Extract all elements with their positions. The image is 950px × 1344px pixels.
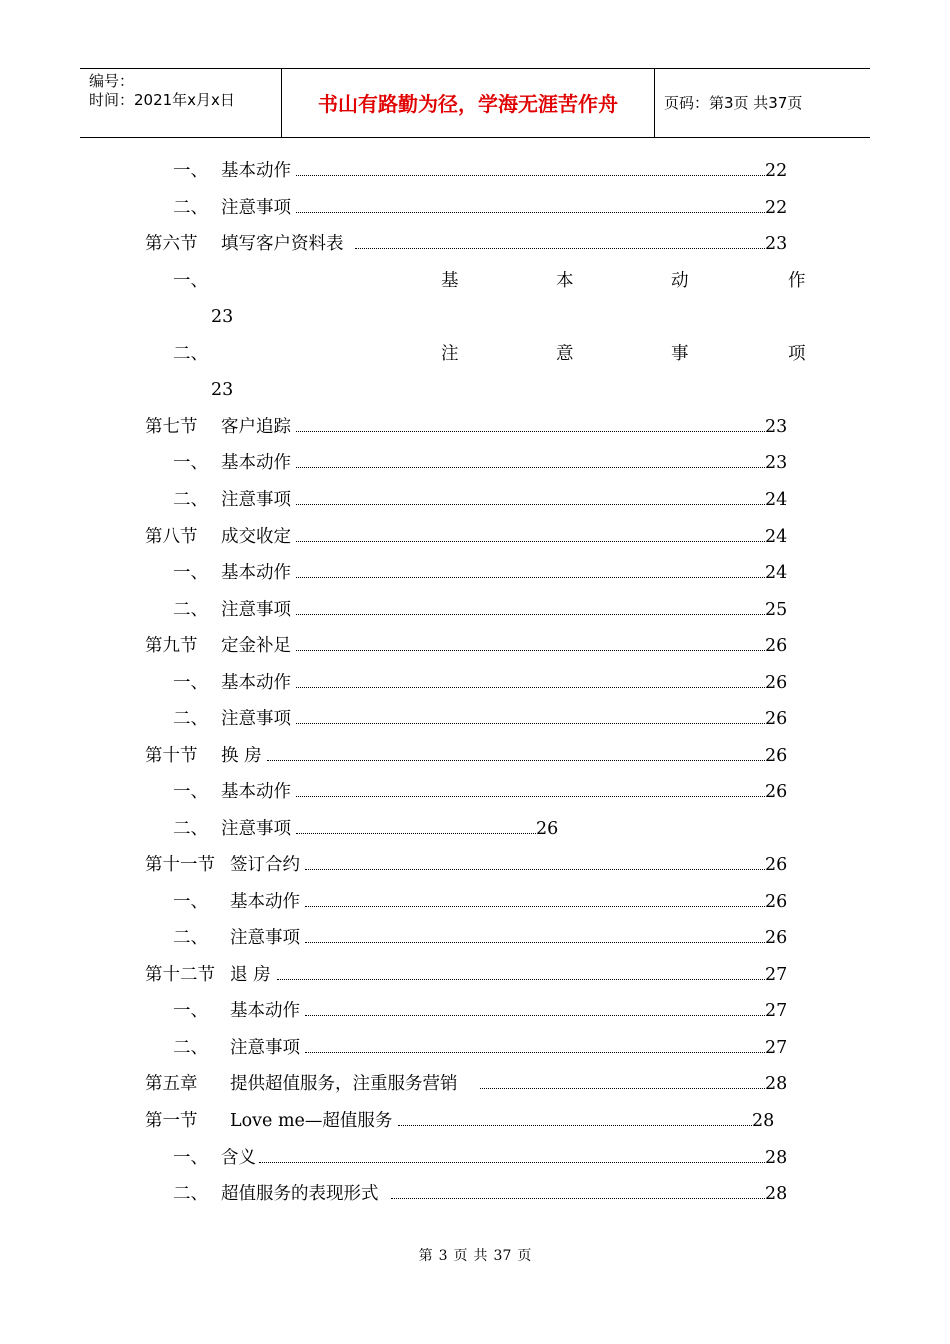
toc-entry[interactable] [173, 1036, 793, 1060]
toc-entry-number: 一、 [173, 271, 208, 291]
toc-entry-title: 换 房 [221, 746, 262, 766]
footer-page-number: 3 [438, 1248, 448, 1264]
toc-entry[interactable] [173, 780, 793, 804]
toc-dot-leader [296, 541, 765, 542]
toc-entry-page: 23 [765, 417, 788, 437]
toc-entry-number: 二、 [173, 709, 208, 729]
toc-dot-leader [305, 906, 765, 907]
toc-entry-justified[interactable] [173, 342, 813, 366]
toc-entry-title-char: 作 [788, 271, 806, 291]
toc-dot-leader [267, 760, 765, 761]
toc-entry-page: 24 [765, 527, 788, 547]
toc-entry-page: 26 [536, 819, 559, 839]
toc-entry-title: Love me—超值服务 [230, 1111, 393, 1131]
toc-entry-title: 含义 [221, 1148, 256, 1168]
toc-entry[interactable] [173, 159, 793, 183]
toc-entry[interactable] [145, 963, 795, 987]
toc-entry-title-char: 项 [788, 344, 806, 364]
toc-entry-title: 注意事项 [221, 709, 291, 729]
toc-entry[interactable] [173, 196, 793, 220]
toc-entry-page: 22 [765, 198, 788, 218]
toc-entry-title: 基本动作 [221, 673, 291, 693]
toc-entry-title: 填写客户资料表 [221, 234, 344, 254]
toc-entry-title: 注意事项 [221, 490, 291, 510]
toc-entry-number: 一、 [173, 563, 208, 583]
toc-dot-leader [296, 212, 765, 213]
toc-entry-number: 一、 [173, 673, 208, 693]
toc-dot-leader [296, 687, 765, 688]
toc-entry-page: 23 [211, 307, 234, 327]
toc-entry-page: 26 [765, 928, 788, 948]
toc-entry-page: 23 [765, 234, 788, 254]
toc-entry[interactable] [173, 817, 593, 841]
toc-entry-number: 一、 [173, 453, 208, 473]
footer-prefix: 第 [418, 1248, 433, 1264]
toc-entry-page: 26 [765, 746, 788, 766]
toc-dot-leader [296, 833, 536, 834]
toc-dot-leader [296, 431, 765, 432]
toc-entry-number: 二、 [173, 490, 208, 510]
toc-entry-page: 22 [765, 161, 788, 181]
toc-entry-title: 基本动作 [230, 1001, 300, 1021]
toc-entry-page: 26 [765, 709, 788, 729]
page-header [80, 68, 870, 138]
toc-entry-number: 二、 [173, 600, 208, 620]
footer-total-prefix: 共 [473, 1248, 488, 1264]
toc-dot-leader [277, 979, 765, 980]
toc-entry-number: 二、 [173, 198, 208, 218]
toc-entry-page: 26 [765, 636, 788, 656]
toc-entry-title-char: 本 [556, 271, 574, 291]
toc-entry-page: 27 [765, 1001, 788, 1021]
toc-entry-number: 第十二节 [145, 965, 215, 985]
toc-entry-title: 提供超值服务，注重服务营销 [230, 1074, 458, 1094]
toc-entry-page: 26 [765, 855, 788, 875]
toc-entry[interactable] [145, 1109, 785, 1133]
toc-entry-number: 一、 [173, 1001, 208, 1021]
toc-dot-leader [296, 504, 765, 505]
toc-dot-leader [296, 650, 765, 651]
toc-entry-number: 二、 [173, 344, 208, 364]
toc-entry-number: 一、 [173, 1148, 208, 1168]
toc-entry[interactable] [173, 1146, 793, 1170]
toc-entry[interactable] [145, 853, 795, 877]
header-page-cell [655, 69, 870, 137]
toc-entry-number: 一、 [173, 161, 208, 181]
toc-entry[interactable] [145, 232, 795, 256]
toc-entry[interactable] [173, 561, 793, 585]
toc-entry[interactable] [173, 707, 793, 731]
toc-entry-title: 签订合约 [230, 855, 300, 875]
document-number-label: 编号： [89, 72, 135, 90]
toc-entry-number: 二、 [173, 928, 208, 948]
toc-entry-number: 二、 [173, 1184, 208, 1204]
toc-entry-number: 一、 [173, 892, 208, 912]
toc-dot-leader [296, 796, 765, 797]
toc-entry-page: 24 [765, 563, 788, 583]
toc-entry-title: 注意事项 [221, 600, 291, 620]
header-motto-cell [282, 69, 655, 137]
header-page-info: 页码：第3页 共37页 [664, 94, 803, 112]
toc-entry[interactable] [173, 1182, 793, 1206]
toc-entry-page: 23 [765, 453, 788, 473]
toc-entry-title-char: 意 [556, 344, 574, 364]
toc-entry-title: 注意事项 [230, 928, 300, 948]
toc-dot-leader [391, 1198, 765, 1199]
toc-entry-page: 24 [765, 490, 788, 510]
toc-entry[interactable] [173, 451, 793, 475]
toc-dot-leader [398, 1125, 752, 1126]
toc-entry-title: 定金补足 [221, 636, 291, 656]
toc-entry-page: 28 [752, 1111, 775, 1131]
toc-entry[interactable] [173, 598, 793, 622]
toc-entry-title: 客户追踪 [221, 417, 291, 437]
toc-entry-page: 26 [765, 782, 788, 802]
toc-entry[interactable] [145, 744, 795, 768]
toc-entry-title: 基本动作 [230, 892, 300, 912]
toc-entry[interactable] [145, 415, 795, 439]
toc-dot-leader [480, 1088, 765, 1089]
footer-page-unit: 页 [453, 1248, 468, 1264]
toc-entry-number: 第六节 [145, 234, 198, 254]
toc-entry-page: 28 [765, 1148, 788, 1168]
toc-entry-page: 25 [765, 600, 788, 620]
toc-entry-title-char: 动 [671, 271, 689, 291]
toc-dot-leader [296, 577, 765, 578]
toc-dot-leader [296, 723, 765, 724]
toc-entry-title: 基本动作 [221, 453, 291, 473]
toc-dot-leader [296, 467, 765, 468]
toc-entry-title: 注意事项 [230, 1038, 300, 1058]
toc-entry-number: 第九节 [145, 636, 198, 656]
toc-dot-leader [305, 869, 765, 870]
toc-entry-page: 27 [765, 1038, 788, 1058]
toc-entry-page: 27 [765, 965, 788, 985]
toc-entry-title: 基本动作 [221, 161, 291, 181]
toc-entry[interactable] [173, 671, 793, 695]
toc-entry-title-char: 注 [441, 344, 459, 364]
toc-dot-leader [305, 1052, 765, 1053]
footer-total-unit: 页 [517, 1248, 532, 1264]
toc-entry[interactable] [173, 488, 793, 512]
header-meta-cell [80, 69, 282, 137]
toc-entry-number: 二、 [173, 1038, 208, 1058]
toc-entry[interactable] [173, 890, 793, 914]
toc-entry-title-char: 事 [671, 344, 689, 364]
toc-dot-leader [296, 614, 765, 615]
toc-entry-number: 第七节 [145, 417, 198, 437]
page-footer [0, 1246, 950, 1266]
toc-entry[interactable] [145, 1072, 795, 1096]
toc-entry-page: 26 [765, 673, 788, 693]
toc-entry-title: 注意事项 [221, 819, 291, 839]
toc-entry[interactable] [173, 999, 793, 1023]
toc-entry-number: 第十一节 [145, 855, 215, 875]
toc-entry-title: 超值服务的表现形式 [221, 1184, 379, 1204]
toc-entry-title: 基本动作 [221, 782, 291, 802]
toc-dot-leader [305, 942, 765, 943]
toc-entry-title: 成交收定 [221, 527, 291, 547]
toc-entry-page: 28 [765, 1074, 788, 1094]
toc-entry[interactable] [173, 926, 793, 950]
toc-dot-leader [305, 1015, 765, 1016]
toc-entry-number: 二、 [173, 819, 208, 839]
toc-entry-page: 23 [211, 380, 234, 400]
toc-entry-justified[interactable] [173, 269, 813, 293]
toc-entry-title: 基本动作 [221, 563, 291, 583]
footer-total-pages: 37 [493, 1248, 512, 1264]
toc-dot-leader [296, 175, 765, 176]
toc-entry-number: 第一节 [145, 1111, 198, 1131]
toc-entry-title: 退 房 [230, 965, 271, 985]
toc-dot-leader [355, 248, 765, 249]
toc-entry-number: 一、 [173, 782, 208, 802]
toc-entry-page: 28 [765, 1184, 788, 1204]
toc-entry-title: 注意事项 [221, 198, 291, 218]
toc-dot-leader [259, 1162, 765, 1163]
header-motto: 书山有路勤为径，学海无涯苦作舟 [318, 92, 618, 116]
toc-entry[interactable] [145, 634, 795, 658]
toc-entry-number: 第八节 [145, 527, 198, 547]
toc-entry-number: 第十节 [145, 746, 198, 766]
toc-entry-page: 26 [765, 892, 788, 912]
toc-entry-title-char: 基 [441, 271, 459, 291]
toc-entry[interactable] [145, 525, 795, 549]
document-date: 时间：2021年x月x日 [89, 91, 235, 109]
toc-entry-number: 第五章 [145, 1074, 198, 1094]
